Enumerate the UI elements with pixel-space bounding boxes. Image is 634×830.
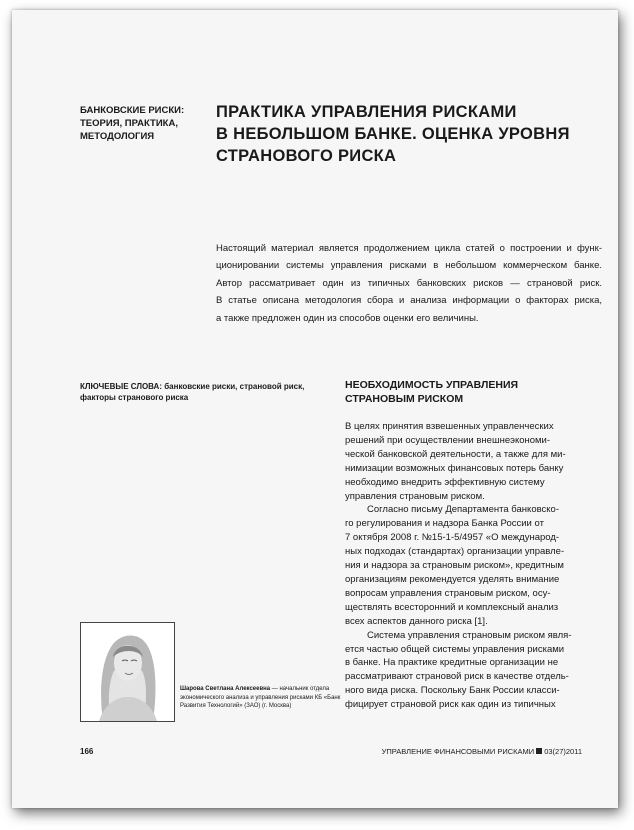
journal-name: УПРАВЛЕНИЕ ФИНАНСОВЫМИ РИСКАМИ: [381, 747, 535, 756]
keywords: КЛЮЧЕВЫЕ СЛОВА: банковские риски, страновой риск, факторы странового риска: [80, 382, 305, 402]
keywords-label: КЛЮЧЕВЫЕ СЛОВА:: [80, 382, 162, 391]
square-separator-icon: [536, 748, 542, 754]
journal-footer: [382, 747, 582, 756]
article-body: В целях принятия взвешенных управленческих решений при осуществлении внешнеэкономи- ческой банковской деятельности, а также для ми- нимизации возможных финансовых потерь банку необходимо внедрить эффективную систему управления страновым риском. Согласно письму Департамента банковско- го регулирования и надзора Банка России от 7 октября 2008 г. №15-1-5/4957 «О международ- ных подходах (стандартах) организации управле- ния и надзора за страновым риском», кредитным организациям рекомендуется уделять внимание вопросам управления страновым риском, осу- ществлять всесторонний и комплексный анализ всех аспектов данного риска [1]. Система управления страновым риском явля- ется частью общей системы управления рисками в банке. На практике кредитные организации не рассматривают страновой риск в качестве отдель- ного вида риска. Поскольку Банк России класси- фицирует страновой риск как один из типичных: [345, 421, 572, 711]
article-title: ПРАКТИКА УПРАВЛЕНИЯ РИСКАМИ В НЕБОЛЬШОМ БАНКЕ. ОЦЕНКА УРОВНЯ СТРАНОВОГО РИСКА: [216, 103, 570, 165]
author-caption: Шарова Светлана Алексеевна — начальник отдела экономического анализа и управления рисками КБ «Банк Развития Технологий» (ЗАО) (г. Москва): [180, 686, 341, 710]
journal-page: [12, 10, 618, 808]
page-number: 166: [80, 747, 94, 756]
article-lead: Настоящий материал является продолжением цикла статей о построении и функ- ционировании системы управления рисками в небольшом коммерческом банке. Автор рассматривает один из типичных банковских рисков — страновой риск. В статье описана методология сбора и анализа информации о факторах риска, а также предложен один из способов оценки его величины.: [216, 243, 602, 324]
issue-number: 03(27)2011: [544, 747, 582, 756]
section-rubric: БАНКОВСКИЕ РИСКИ: ТЕОРИЯ, ПРАКТИКА, МЕТОДОЛОГИЯ: [80, 105, 185, 142]
section-heading: НЕОБХОДИМОСТЬ УПРАВЛЕНИЯ СТРАНОВЫМ РИСКОМ: [345, 379, 519, 405]
author-name: Шарова Светлана Алексеевна: [180, 686, 271, 692]
author-photo: [80, 622, 175, 722]
